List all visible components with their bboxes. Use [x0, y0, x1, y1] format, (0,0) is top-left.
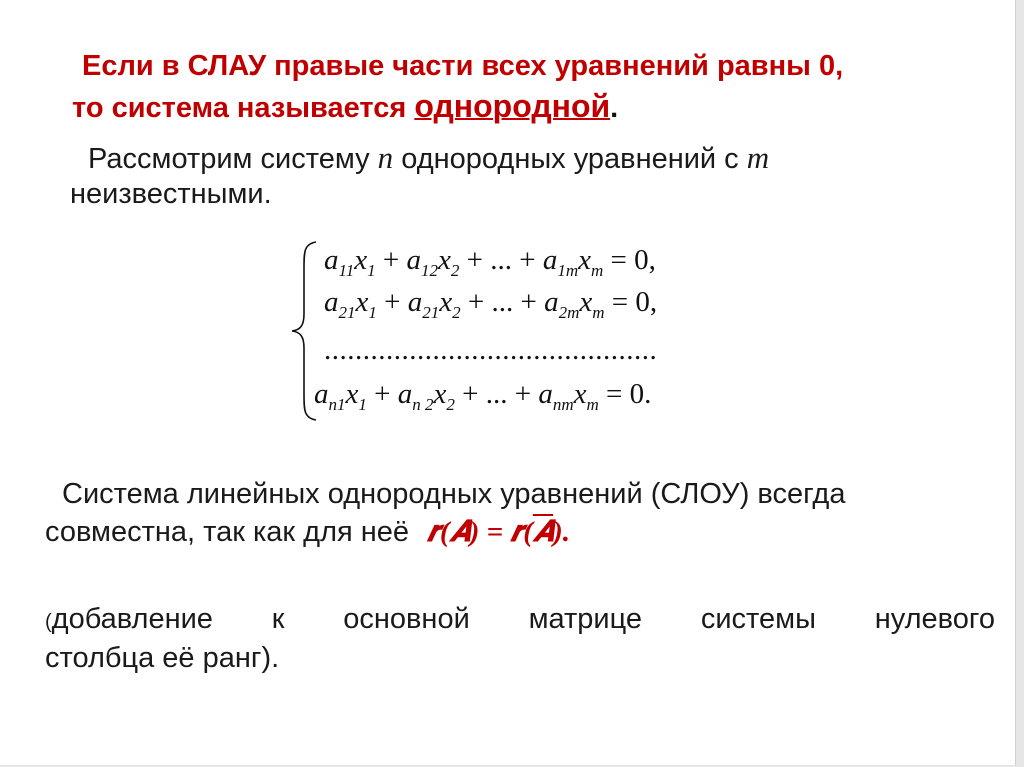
rank-rhs-open: 𝒓(	[510, 516, 533, 548]
note-word-3: основной	[343, 603, 470, 635]
consider-line-1	[88, 140, 769, 176]
rank-rhs-close: ).	[553, 516, 570, 548]
equation-dots: ...........................................	[324, 334, 658, 366]
note-line-1	[45, 603, 995, 636]
note-word-5: системы	[700, 603, 816, 635]
note-word-4: матрице	[528, 603, 643, 635]
note-text-2: столбца её ранг).	[45, 642, 280, 674]
var-n: n	[377, 140, 394, 175]
rank-equals: =	[486, 516, 504, 548]
definition-line-2	[72, 88, 618, 125]
definition-text-1: Если в СЛАУ правые части всех уравнений равны 0,	[82, 50, 844, 82]
equation-dots-row	[324, 334, 657, 367]
note-word-2: к	[271, 603, 285, 635]
note-line-2	[45, 642, 279, 675]
slide-right-edge	[1015, 0, 1024, 767]
consider-text-3: неизвестными.	[70, 178, 272, 210]
consistency-text-2: совместна, так как для неё	[45, 516, 410, 548]
consistency-line-1	[62, 478, 845, 511]
rank-augmented-matrix: 𝑨	[532, 516, 554, 548]
rank-formula	[427, 516, 570, 548]
definition-line-1	[82, 50, 843, 83]
consider-text-2: однородных уравнений с	[401, 143, 739, 175]
consider-line-2	[70, 178, 272, 211]
homogeneous-term: однородной	[414, 88, 611, 124]
equation-row-n: $a_{n1}x_1 + a_{n 2}x_2$ + ... + $a_{nm}x_m = 0$.	[314, 378, 652, 414]
note-word-6: нулевого	[874, 603, 995, 635]
definition-period: .	[610, 92, 619, 124]
var-m: m	[746, 140, 770, 175]
consistency-line-2	[45, 516, 570, 549]
definition-text-2: то система называется	[72, 92, 407, 124]
note-open-paren: (	[45, 611, 52, 633]
consistency-text-1: Система линейных однородных уравнений (СЛОУ) всегда	[62, 478, 846, 510]
equation-system	[290, 238, 750, 423]
equation-row-1: $a_{11}x_1 + a_{12}x_2$ + ... + $a_{1m}x_m = 0$,	[324, 244, 656, 280]
rank-lhs: 𝒓(𝑨)	[427, 516, 480, 548]
consider-text-1: Рассмотрим систему	[88, 143, 370, 175]
equation-row-2: $a_{21}x_1 + a_{21}x_2$ + ... + $a_{2m}x_m = 0$,	[324, 286, 658, 322]
note-word-1: (добавление	[45, 603, 213, 635]
